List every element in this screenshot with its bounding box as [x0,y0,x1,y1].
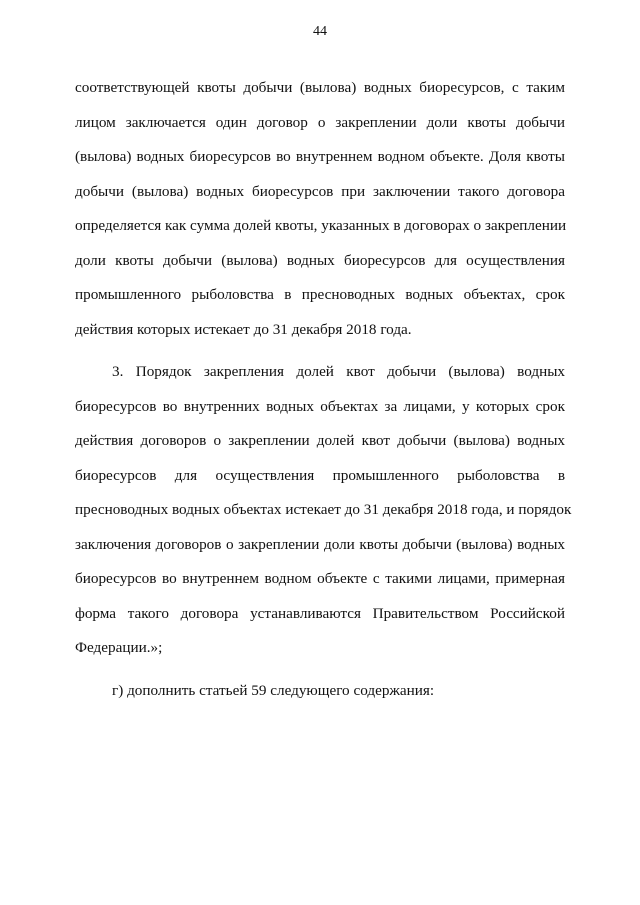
text-line: 3. Порядок закрепления долей квот добычи (вылова) водных [112,363,565,380]
text-line: г) дополнить статьей 59 следующего содержания: [112,681,435,699]
document-body [75,71,572,708]
page-number: 44 [313,24,327,39]
text-line: биоресурсов во внутреннем водном объекте с такими лицами, примерная [75,570,565,587]
text-line: действия которых истекает до 31 декабря 2018 года. [75,320,412,338]
text-line: лицом заключается один договор о закреплении доли квоты добычи [75,113,565,131]
text-line: добычи (вылова) водных биоресурсов при заключении такого договора [75,182,565,200]
text-line: соответствующей квоты добычи (вылова) водных биоресурсов, с таким [75,79,565,96]
text-line: промышленного рыболовства в пресноводных водных объектах, срок [75,286,565,303]
paragraph-item-3 [75,355,572,666]
text-line: определяется как сумма долей квоты, указанных в договорах о закреплении [75,217,567,234]
text-line: форма такого договора устанавливаются Правительством Российской [75,604,565,622]
text-line: действия договоров о закреплении долей квот добычи (вылова) водных [75,432,565,449]
paragraph-continuation [75,71,565,347]
text-line: пресноводных водных объектах истекает до 31 декабря 2018 года, и порядок [75,501,572,518]
text-line: (вылова) водных биоресурсов во внутреннем водном объекте. Доля квоты [75,148,565,165]
paragraph-item-g [75,674,565,709]
text-line: заключения договоров о закреплении доли квоты добычи (вылова) водных [75,535,565,553]
text-line: биоресурсов во внутренних водных объектах за лицами, у которых срок [75,397,565,415]
text-line: Федерации.»; [75,639,163,656]
text-line: биоресурсов для осуществления промышленного рыболовства в [75,466,565,484]
text-line: доли квоты добычи (вылова) водных биоресурсов для осуществления [75,251,565,269]
